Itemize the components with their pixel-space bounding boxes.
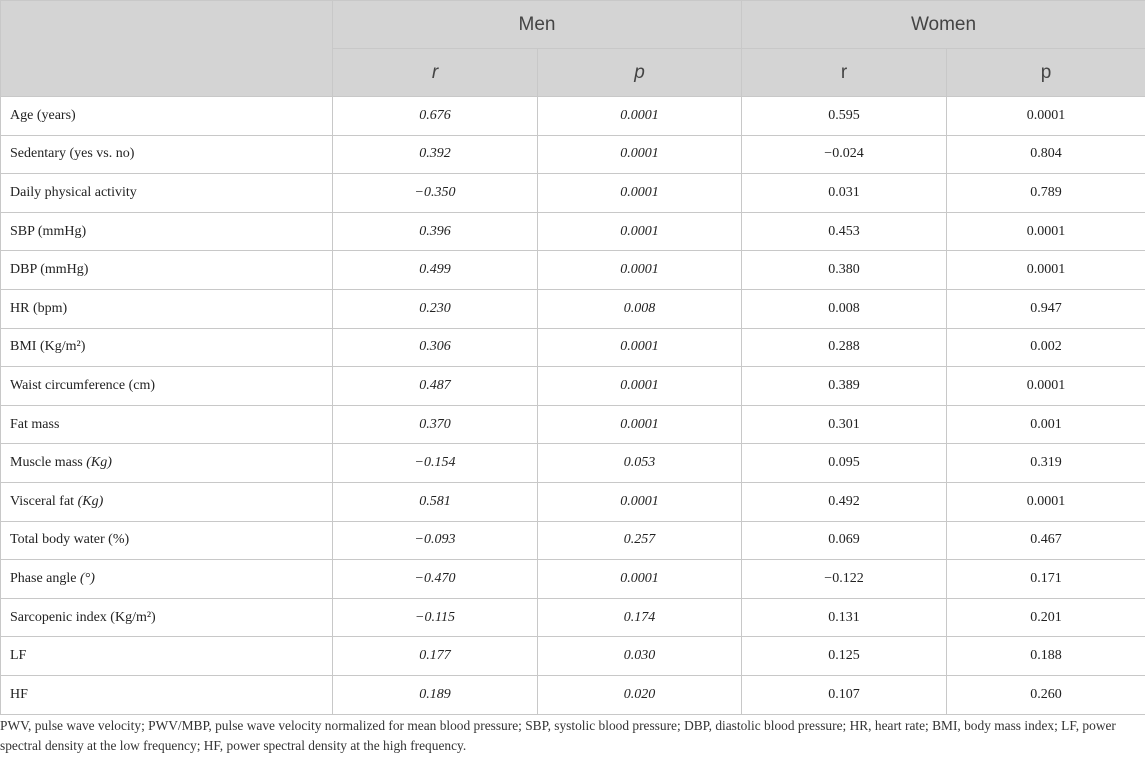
- row-label: [1, 97, 333, 136]
- women-p-cell: 0.260: [947, 675, 1145, 714]
- women-p-cell: 0.789: [947, 174, 1145, 213]
- row-label-unit: (Kg): [82, 455, 112, 471]
- table-row: [1, 328, 1145, 367]
- men-r-cell: 0.189: [333, 675, 538, 714]
- women-r-cell: 0.069: [742, 521, 947, 560]
- table-row: [1, 135, 1145, 174]
- men-r-cell: 0.676: [333, 97, 538, 136]
- men-p-cell: 0.0001: [538, 328, 742, 367]
- row-label: [1, 135, 333, 174]
- row-label: [1, 289, 333, 328]
- row-label: [1, 405, 333, 444]
- row-label-text: HR (bpm): [10, 300, 68, 316]
- row-label-text: DBP (mmHg): [10, 262, 89, 278]
- men-r-cell: 0.499: [333, 251, 538, 290]
- women-r-cell: −0.122: [742, 560, 947, 599]
- men-r-cell: −0.115: [333, 598, 538, 637]
- men-p-cell: 0.030: [538, 637, 742, 676]
- men-p-cell: 0.0001: [538, 367, 742, 406]
- table-row: [1, 97, 1145, 136]
- men-r-cell: −0.470: [333, 560, 538, 599]
- men-p-cell: 0.0001: [538, 405, 742, 444]
- men-r-cell: −0.350: [333, 174, 538, 213]
- men-p-cell: 0.0001: [538, 212, 742, 251]
- row-label: [1, 367, 333, 406]
- men-p-cell: 0.053: [538, 444, 742, 483]
- row-label-text: SBP (mmHg): [10, 223, 87, 239]
- men-r-cell: 0.392: [333, 135, 538, 174]
- row-label-text: Age (years): [10, 107, 76, 123]
- women-p-cell: 0.001: [947, 405, 1145, 444]
- row-label-text: HF: [10, 686, 28, 702]
- row-label-unit: (Kg): [74, 493, 104, 509]
- women-r-cell: 0.389: [742, 367, 947, 406]
- women-r-cell: 0.288: [742, 328, 947, 367]
- women-p-cell: 0.0001: [947, 251, 1145, 290]
- women-p-cell: 0.947: [947, 289, 1145, 328]
- row-label-text: BMI (Kg/m²): [10, 339, 86, 355]
- men-r-cell: 0.177: [333, 637, 538, 676]
- men-p-cell: 0.257: [538, 521, 742, 560]
- men-p-cell: 0.020: [538, 675, 742, 714]
- table-row: [1, 637, 1145, 676]
- men-r-cell: 0.581: [333, 482, 538, 521]
- row-label: [1, 328, 333, 367]
- women-p-cell: 0.467: [947, 521, 1145, 560]
- table-row: [1, 289, 1145, 328]
- women-r-cell: 0.008: [742, 289, 947, 328]
- row-label: [1, 637, 333, 676]
- men-p-cell: 0.0001: [538, 174, 742, 213]
- row-label-text: Sarcopenic index (Kg/m²): [10, 609, 156, 625]
- men-r-cell: −0.154: [333, 444, 538, 483]
- men-group-header: Men: [333, 1, 742, 49]
- men-p-cell: 0.174: [538, 598, 742, 637]
- table-row: [1, 482, 1145, 521]
- men-p-cell: 0.008: [538, 289, 742, 328]
- row-label-text: Fat mass: [10, 416, 60, 432]
- row-label: [1, 675, 333, 714]
- row-label-text: Sedentary (yes vs. no): [10, 146, 135, 162]
- men-r-cell: 0.230: [333, 289, 538, 328]
- women-p-cell: 0.188: [947, 637, 1145, 676]
- row-label: [1, 212, 333, 251]
- women-p-cell: 0.0001: [947, 482, 1145, 521]
- row-label: [1, 560, 333, 599]
- women-p-cell: 0.0001: [947, 97, 1145, 136]
- women-r-cell: 0.095: [742, 444, 947, 483]
- table-row: [1, 444, 1145, 483]
- row-label: [1, 521, 333, 560]
- row-label: [1, 598, 333, 637]
- row-label-text: Waist circumference (cm): [10, 377, 156, 393]
- table-row: [1, 405, 1145, 444]
- row-label: [1, 482, 333, 521]
- men-r-cell: −0.093: [333, 521, 538, 560]
- women-r-cell: 0.031: [742, 174, 947, 213]
- row-label-text: Phase angle: [10, 570, 77, 586]
- row-label-text: Total body water (%): [10, 532, 130, 548]
- women-r-header: r: [742, 49, 947, 97]
- women-r-cell: 0.131: [742, 598, 947, 637]
- table-row: [1, 212, 1145, 251]
- women-p-cell: 0.0001: [947, 212, 1145, 251]
- women-p-cell: 0.0001: [947, 367, 1145, 406]
- table-row: [1, 174, 1145, 213]
- women-group-header: Women: [742, 1, 1145, 49]
- women-r-cell: 0.125: [742, 637, 947, 676]
- row-label-unit: (°): [76, 570, 95, 586]
- women-p-cell: 0.804: [947, 135, 1145, 174]
- men-r-cell: 0.370: [333, 405, 538, 444]
- men-p-cell: 0.0001: [538, 482, 742, 521]
- men-p-cell: 0.0001: [538, 560, 742, 599]
- table-row: [1, 367, 1145, 406]
- row-label: [1, 251, 333, 290]
- table-footnote: PWV, pulse wave velocity; PWV/MBP, pulse wave velocity normalized for mean blood pressure; SBP, systolic blood pressure; DBP, diastolic blood pressure; HR, heart rate; BMI, body mass index; LF, power spectral density at the low frequency; HF, power spectral density at the high frequency.: [0, 718, 1116, 753]
- women-r-cell: 0.492: [742, 482, 947, 521]
- group-header-row: [1, 1, 1145, 49]
- men-r-cell: 0.487: [333, 367, 538, 406]
- women-p-cell: 0.002: [947, 328, 1145, 367]
- table-row: [1, 598, 1145, 637]
- row-label-text: Muscle mass: [10, 455, 83, 471]
- women-r-cell: 0.595: [742, 97, 947, 136]
- men-r-cell: 0.306: [333, 328, 538, 367]
- women-r-cell: 0.380: [742, 251, 947, 290]
- men-r-header: r: [333, 49, 538, 97]
- women-p-cell: 0.319: [947, 444, 1145, 483]
- women-r-cell: −0.024: [742, 135, 947, 174]
- women-p-cell: 0.201: [947, 598, 1145, 637]
- men-p-cell: 0.0001: [538, 135, 742, 174]
- women-r-cell: 0.453: [742, 212, 947, 251]
- table-row: [1, 675, 1145, 714]
- row-label-text: Visceral fat: [10, 493, 75, 509]
- women-r-cell: 0.301: [742, 405, 947, 444]
- men-r-cell: 0.396: [333, 212, 538, 251]
- men-p-header: p: [538, 49, 742, 97]
- table-row: [1, 560, 1145, 599]
- women-r-cell: 0.107: [742, 675, 947, 714]
- row-label: [1, 174, 333, 213]
- women-p-cell: 0.171: [947, 560, 1145, 599]
- table-row: [1, 521, 1145, 560]
- row-label: [1, 444, 333, 483]
- row-label-text: Daily physical activity: [10, 184, 137, 200]
- men-p-cell: 0.0001: [538, 97, 742, 136]
- men-p-cell: 0.0001: [538, 251, 742, 290]
- women-p-header: p: [947, 49, 1145, 97]
- stub-header: [1, 1, 333, 97]
- table-row: [1, 251, 1145, 290]
- row-label-text: LF: [10, 648, 27, 664]
- table-body: [1, 97, 1145, 715]
